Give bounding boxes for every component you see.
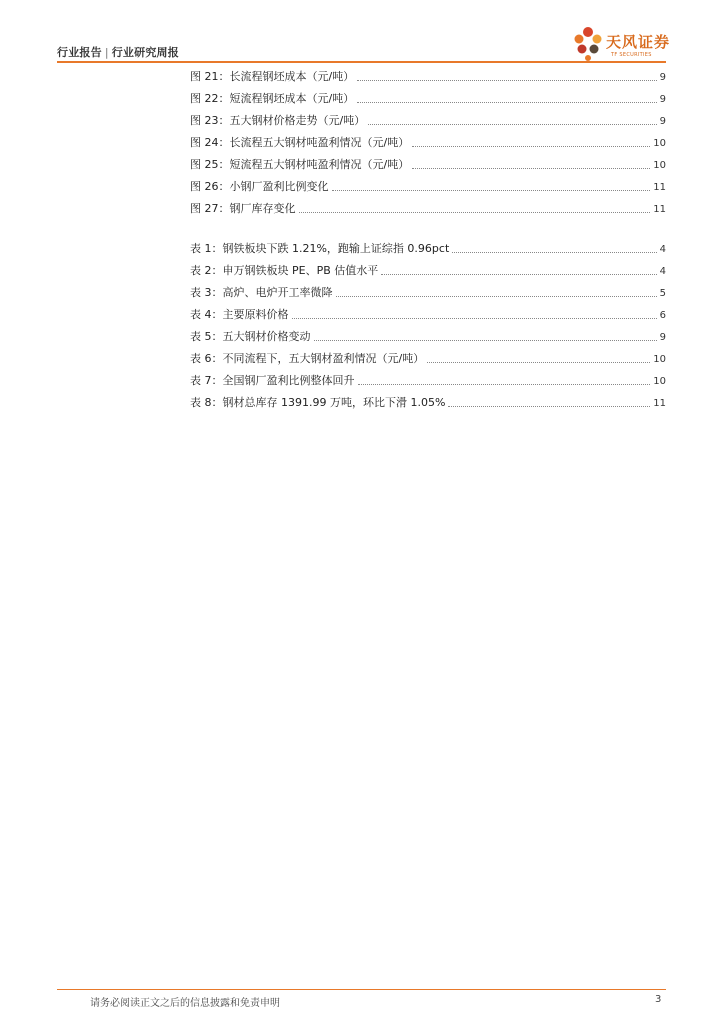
- logo-text-cn: 天风证券: [606, 33, 671, 51]
- toc-entry-page: 11: [653, 398, 666, 409]
- toc-entry-page: 9: [659, 332, 666, 343]
- toc-entry-label: 表 5：五大钢材价格变动: [190, 330, 311, 343]
- toc-entry[interactable]: [190, 394, 666, 410]
- toc-entry[interactable]: [190, 156, 666, 172]
- toc-entry-page: 11: [653, 204, 666, 215]
- logo-text-en: TF SECURITIES: [611, 52, 652, 58]
- toc-entry[interactable]: [190, 284, 666, 300]
- toc-entry-page: 10: [653, 354, 666, 365]
- toc-entry[interactable]: [190, 306, 666, 322]
- toc-entry-label: 图 22：短流程钢坯成本（元/吨）: [190, 92, 355, 105]
- dot-leader: [448, 405, 650, 407]
- toc-entry-label: 图 24：长流程五大钢材吨盈利情况（元/吨）: [190, 136, 410, 149]
- toc-entry[interactable]: [190, 262, 666, 278]
- toc-entry-label: 图 21：长流程钢坯成本（元/吨）: [190, 70, 355, 83]
- toc-entry-page: 4: [659, 244, 666, 255]
- toc-entry[interactable]: [190, 68, 666, 84]
- dot-leader: [357, 79, 656, 81]
- toc-entry-label: 图 27：钢厂库存变化: [190, 202, 296, 215]
- dot-leader: [332, 189, 651, 191]
- dot-leader: [412, 167, 650, 169]
- toc-entry[interactable]: [190, 90, 666, 106]
- toc-entry-page: 10: [653, 138, 666, 149]
- dot-leader: [368, 123, 656, 125]
- dot-leader: [412, 145, 650, 147]
- toc-entry[interactable]: [190, 372, 666, 388]
- dot-leader: [358, 383, 651, 385]
- dot-leader: [292, 317, 657, 319]
- toc-entry-label: 表 6：不同流程下，五大钢材盈利情况（元/吨）: [190, 352, 425, 365]
- dot-leader: [452, 251, 656, 253]
- toc-entry-page: 4: [659, 266, 666, 277]
- toc-entry[interactable]: [190, 328, 666, 344]
- toc-entry[interactable]: [190, 112, 666, 128]
- footer-divider: [57, 989, 666, 990]
- dot-leader: [299, 211, 651, 213]
- report-subcategory: 行业研究周报: [111, 46, 179, 59]
- dot-leader: [427, 361, 650, 363]
- toc-entry-label: 图 26：小钢厂盈利比例变化: [190, 180, 329, 193]
- toc-entry-page: 9: [659, 72, 666, 83]
- toc-entry-page: 10: [653, 376, 666, 387]
- toc-entry-label: 图 23：五大钢材价格走势（元/吨）: [190, 114, 366, 127]
- toc-entry-label: 表 8：钢材总库存 1391.99 万吨，环比下滑 1.05%: [190, 396, 446, 409]
- report-type: [57, 44, 179, 60]
- disclaimer-text: 请务必阅读正文之后的信息披露和免责申明: [90, 998, 280, 1009]
- toc-entry[interactable]: [190, 240, 666, 256]
- toc-entry-label: 表 3：高炉、电炉开工率微降: [190, 286, 333, 299]
- toc-entry[interactable]: [190, 350, 666, 366]
- toc-entry-label: 表 2：申万钢铁板块 PE、PB 估值水平: [190, 264, 379, 277]
- company-logo: [566, 22, 676, 62]
- toc-entry-page: 5: [659, 288, 666, 299]
- dot-leader: [314, 339, 657, 341]
- flower-logo-icon: [568, 22, 608, 62]
- dot-leader: [381, 273, 656, 275]
- toc-entry-page: 11: [653, 182, 666, 193]
- toc-entry[interactable]: [190, 134, 666, 150]
- toc-entry-page: 6: [659, 310, 666, 321]
- dot-leader: [357, 101, 656, 103]
- header-separator: |: [104, 46, 109, 59]
- report-category: 行业报告: [57, 46, 102, 59]
- header-divider: [57, 61, 666, 63]
- dot-leader: [336, 295, 657, 297]
- toc-entry-page: 9: [659, 94, 666, 105]
- page-number: 3: [655, 994, 662, 1005]
- toc-entry-label: 表 4：主要原料价格: [190, 308, 289, 321]
- toc-entry-label: 表 1：钢铁板块下跌 1.21%，跑输上证综指 0.96pct: [190, 242, 450, 255]
- toc-entry-label: 表 7：全国钢厂盈利比例整体回升: [190, 374, 355, 387]
- toc-entry-label: 图 25：短流程五大钢材吨盈利情况（元/吨）: [190, 158, 410, 171]
- toc-entry-page: 10: [653, 160, 666, 171]
- toc-entry-page: 9: [659, 116, 666, 127]
- toc-entry[interactable]: [190, 178, 666, 194]
- toc-entry[interactable]: [190, 200, 666, 216]
